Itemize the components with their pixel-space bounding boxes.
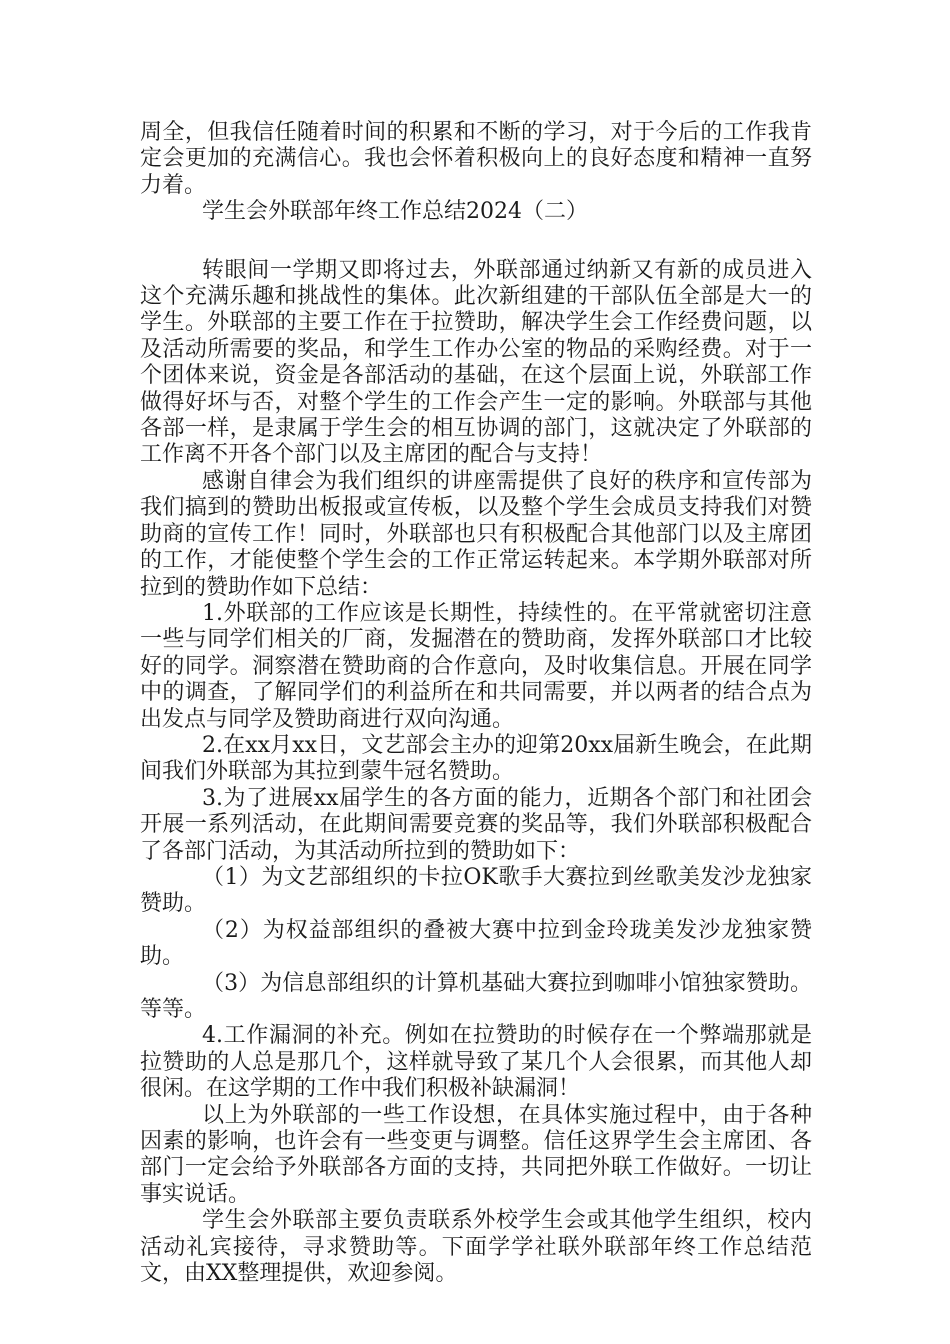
paragraph-intro: 转眼间一学期又即将过去，外联部通过纳新又有新的成员进入这个充满乐趣和挑战性的集体。此次新组建的干部队伍全部是大一的学生。外联部的主要工作在于拉赞助，解决学生会工作经费问题，以及活动所需要的奖品，和学生工作办公室的物品的采购经费。对于一个团体来说，资金是各部活动的基础，在这个层面上说，外联部工作做得好坏与否，对整个学生的工作会产生一定的影响。外联部与其他各部一样，是隶属于学生会的相互协调的部门，这就决定了外联部的工作离不开各个部门以及主席团的配合与支持！ <box>140 257 812 468</box>
paragraph-conclusion: 以上为外联部的一些工作设想，在具体实施过程中，由于各种因素的影响，也许会有一些变更与调整。信任这界学生会主席团、各部门一定会给予外联部各方面的支持，共同把外联工作做好。一切让事实说话。 <box>140 1102 812 1207</box>
document-page <box>140 120 812 1287</box>
paragraph-item-4: 4.工作漏洞的补充。例如在拉赞助的时候存在一个弊端那就是拉赞助的人总是那几个，这样就导致了某几个人会很累，而其他人却很闲。在这学期的工作中我们积极补缺漏洞！ <box>140 1023 812 1102</box>
blank-line <box>140 226 812 258</box>
paragraph-subitem-3: （3）为信息部组织的计算机基础大赛拉到咖啡小馆独家赞助。等等。 <box>140 970 812 1022</box>
paragraph-item-2: 2.在xx月xx日，文艺部会主办的迎第20xx届新生晚会，在此期间我们外联部为其拉到蒙牛冠名赞助。 <box>140 732 812 785</box>
paragraph-thanks: 感谢自律会为我们组织的讲座需提供了良好的秩序和宣传部为我们搞到的赞助出板报或宣传板，以及整个学生会成员支持我们对赞助商的宣传工作！同时，外联部也只有积极配合其他部门以及主席团的工作，才能使整个学生会的工作正常运转起来。本学期外联部对所拉到的赞助作如下总结： <box>140 468 812 600</box>
paragraph-item-3: 3.为了进展xx届学生的各方面的能力，近期各个部门和社团会开展一系列活动，在此期间需要竞赛的奖品等，我们外联部积极配合了各部门活动，为其活动所拉到的赞助如下： <box>140 785 812 864</box>
paragraph-closing: 学生会外联部主要负责联系外校学生会或其他学生组织，校内活动礼宾接待，寻求赞助等。下面学学社联外联部年终工作总结范文，由XX整理提供，欢迎参阅。 <box>140 1208 812 1287</box>
paragraph-item-1: 1.外联部的工作应该是长期性，持续性的。在平常就密切注意一些与同学们相关的厂商，发掘潜在的赞助商，发挥外联部口才比较好的同学。洞察潜在赞助商的合作意向，及时收集信息。开展在同学中的调查，了解同学们的利益所在和共同需要，并以两者的结合点为出发点与同学及赞助商进行双向沟通。 <box>140 600 812 732</box>
continued-paragraph: 周全，但我信任随着时间的积累和不断的学习，对于今后的工作我肯定会更加的充满信心。我也会怀着积极向上的良好态度和精神一直努力着。 <box>140 120 812 198</box>
section-title: 学生会外联部年终工作总结2024（二） <box>202 199 588 225</box>
paragraph-subitem-1: （1）为文艺部组织的卡拉OK歌手大赛拉到丝歌美发沙龙独家赞助。 <box>140 864 812 917</box>
paragraph-subitem-2: （2）为权益部组织的叠被大赛中拉到金玲珑美发沙龙独家赞助。 <box>140 917 812 970</box>
